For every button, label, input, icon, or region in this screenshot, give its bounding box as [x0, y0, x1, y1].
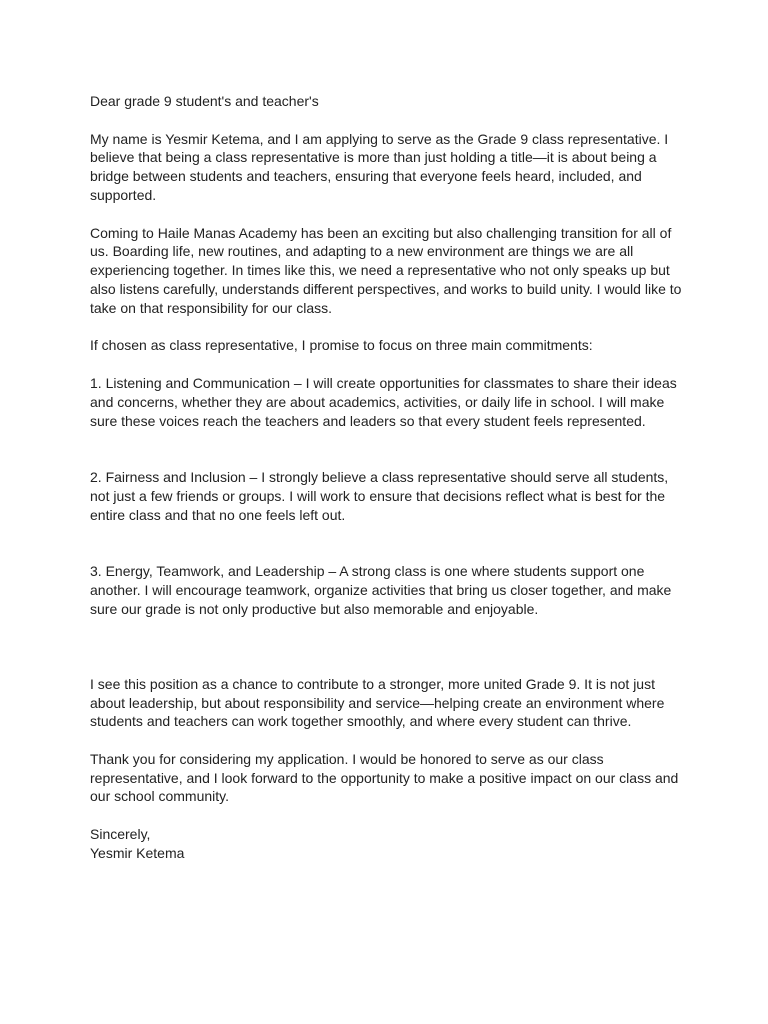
salutation: Dear grade 9 student's and teacher's: [90, 93, 319, 109]
commitment-fairness: 2. Fairness and Inclusion – I strongly believe a class representative should serve all students, not just a few friends or groups. I will work to ensure that decisions reflect what is best for the entire class and that no one feels left out.: [90, 468, 669, 523]
signature: Yesmir Ketema: [90, 844, 185, 861]
paragraph-context: Coming to Haile Manas Academy has been an exciting but also challenging transition for all of us. Boarding life, new routines, and adapting to a new environment are things we are all experiencing together. In times like this, we need a representative who not only speaks up but also listens carefully, understands different perspectives, and works to build unity. I would like to take on that responsibility for our class.: [90, 224, 682, 316]
paragraph-introduction: My name is Yesmir Ketema, and I am applying to serve as the Grade 9 class representative. I believe that being a class representative is more than just holding a title—it is about being a bridge between students and teachers, ensuring that everyone feels heard, included, and supported.: [90, 130, 669, 203]
paragraph-commitments-intro: If chosen as class representative, I promise to focus on three main commitments:: [90, 337, 593, 354]
paragraph-vision: I see this position as a chance to contribute to a stronger, more united Grade 9. It is not just about leadership, but about responsibility and service—helping create an environment where students and teachers can work together smoothly, and where every student can thrive.: [90, 675, 665, 730]
paragraph-thanks: Thank you for considering my application. I would be honored to serve as our class representative, and I look forward to the opportunity to make a positive impact on our class and our school community.: [90, 750, 679, 805]
commitment-listening: 1. Listening and Communication – I will create opportunities for classmates to share their ideas and concerns, whether they are about academics, activities, or daily life in school. I will make sure these voices reach the teachers and leaders so that every student feels represented.: [90, 374, 677, 429]
commitment-teamwork: 3. Energy, Teamwork, and Leadership – A strong class is one where students support one another. I will encourage teamwork, organize activities that bring us closer together, and make sure our grade is not only productive but also memorable and enjoyable.: [90, 562, 672, 617]
closing: Sincerely,: [90, 826, 151, 843]
letter-body: [90, 92, 690, 863]
